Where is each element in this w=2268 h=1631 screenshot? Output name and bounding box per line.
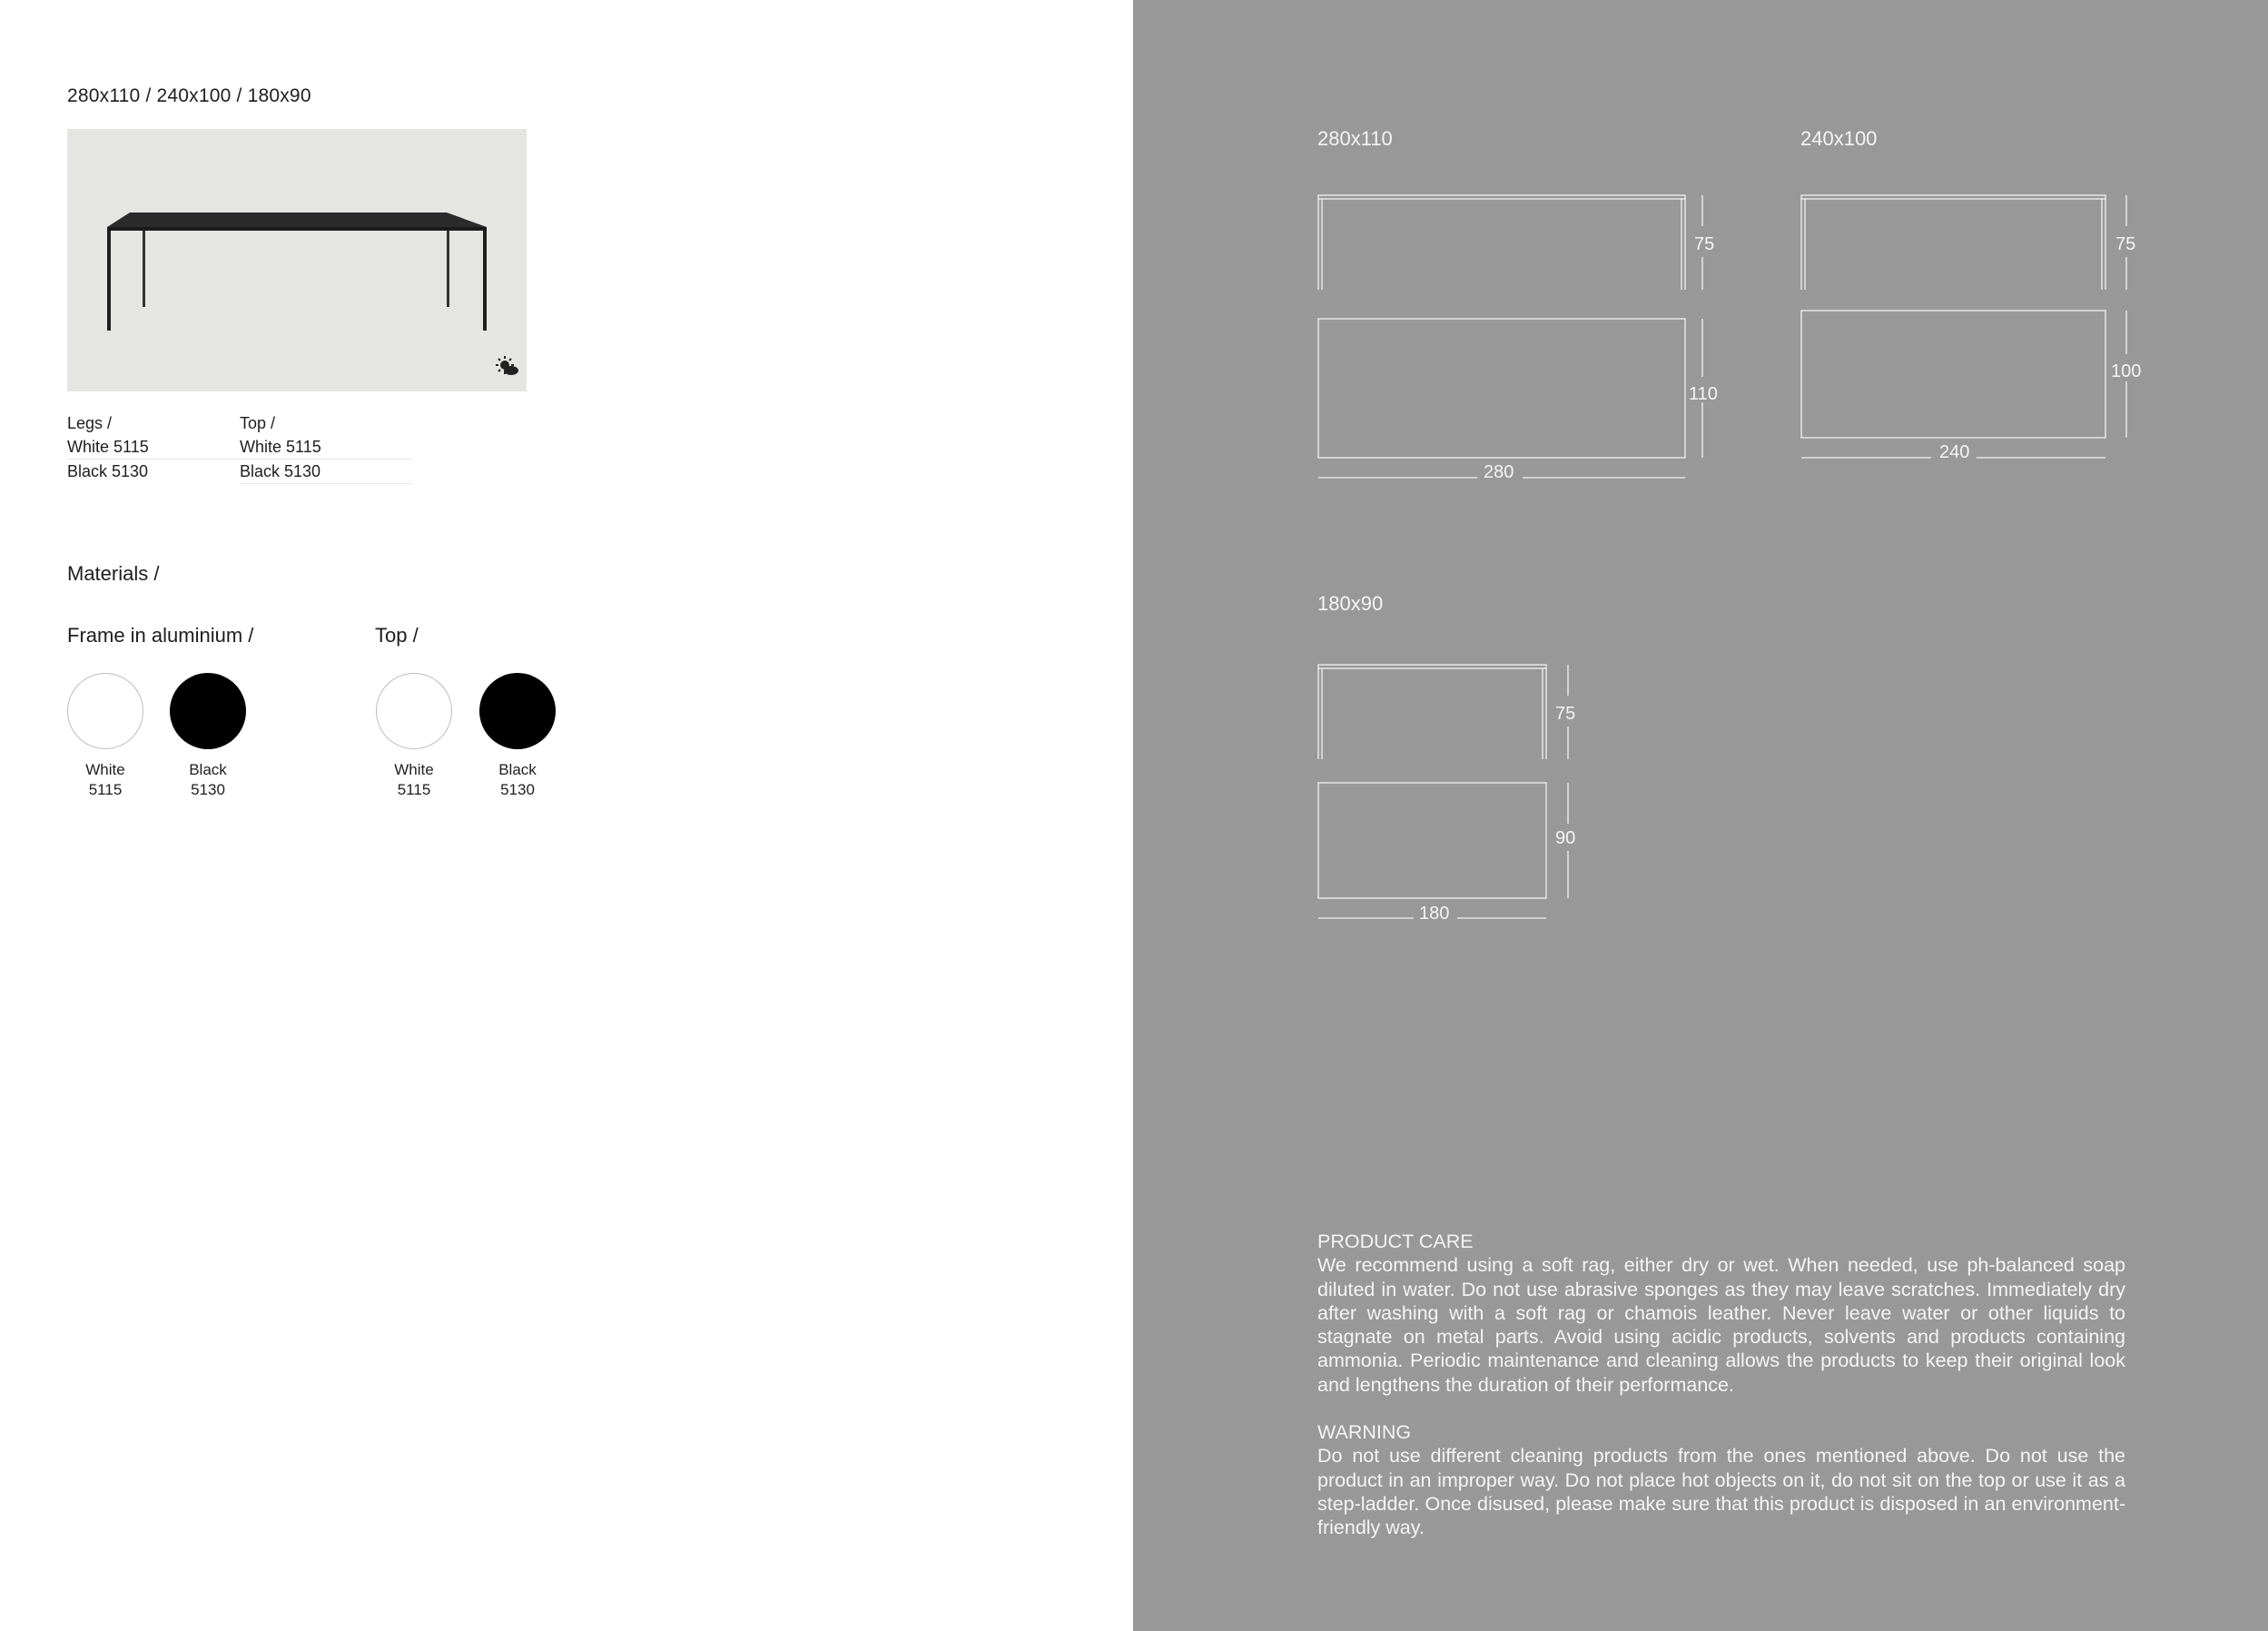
swatch-code: 5115	[397, 781, 431, 798]
swatch-name: White	[85, 761, 125, 778]
care-text: We recommend using a soft rag, either dry or wet. When needed, use ph-balanced soap diluted in water. Do not use abrasive sponges as they may leave scratches. Immediately dry after washing with a soft rag or chamois leather. Never leave water or other liquids to stagnate on metal parts. Avoid using acidic products, solvents and products containing ammonia. Periodic maintenance and cleaning allows the products to keep their original look and lengthens the duration of their performance.	[1317, 1254, 2125, 1396]
size-title: 280x110	[1317, 127, 1393, 150]
swatch-top-white	[376, 673, 452, 749]
depth-label: 110	[1689, 384, 1718, 404]
frame-group-title: Frame in aluminium /	[67, 624, 254, 647]
swatch-label	[60, 760, 151, 800]
top-option: White 5115	[240, 435, 412, 460]
size-title: 180x90	[1317, 592, 1384, 615]
swatch-code: 5130	[191, 781, 225, 798]
size-drawing-180x90	[1312, 656, 1584, 928]
swatch-top-black	[479, 673, 556, 749]
table-illustration	[67, 129, 527, 391]
height-label: 75	[2115, 234, 2136, 254]
size-title: 240x100	[1800, 127, 1878, 150]
swatch-name: Black	[498, 761, 537, 778]
swatch-name: Black	[189, 761, 227, 778]
warning-text: Do not use different cleaning products from the ones mentioned above. Do not use the product in an improper way. Do not place hot objects on it, do not sit on the top or use it as a step-ladder. Once disused, please make sure that this product is disposed in an environment-friendly way.	[1317, 1445, 2125, 1539]
width-label: 280	[1484, 462, 1514, 482]
top-header: Top /	[240, 414, 276, 432]
height-label: 75	[1694, 234, 1715, 254]
legs-option: White 5115	[67, 435, 240, 460]
sun-cloud-icon	[496, 356, 519, 378]
swatch-frame-black	[170, 673, 246, 749]
top-column	[240, 411, 412, 484]
product-care-section	[1317, 1230, 2125, 1540]
legs-column	[67, 411, 240, 483]
legs-header: Legs /	[67, 414, 113, 432]
swatch-label	[163, 760, 253, 800]
product-photo	[67, 129, 527, 391]
swatch-name: White	[394, 761, 434, 778]
materials-title: Materials /	[67, 562, 160, 585]
swatch-label	[369, 760, 459, 800]
height-label: 75	[1555, 704, 1576, 724]
swatch-label	[472, 760, 563, 800]
depth-label: 90	[1555, 828, 1576, 848]
width-label: 240	[1939, 442, 1970, 462]
width-label: 180	[1419, 904, 1450, 924]
top-group-title: Top /	[375, 624, 419, 647]
care-title: PRODUCT CARE	[1317, 1231, 1474, 1252]
depth-label: 100	[2111, 361, 2142, 381]
swatch-frame-white	[67, 673, 143, 749]
product-sizes-title: 280x110 / 240x100 / 180x90	[67, 85, 311, 106]
size-drawing-280x110	[1312, 186, 1730, 495]
legs-option: Black 5130	[67, 462, 149, 480]
warning-title: WARNING	[1317, 1421, 1412, 1444]
swatch-code: 5130	[500, 781, 535, 798]
top-option: Black 5130	[240, 460, 412, 484]
swatch-code: 5115	[88, 781, 123, 798]
size-drawing-240x100	[1795, 186, 2158, 477]
